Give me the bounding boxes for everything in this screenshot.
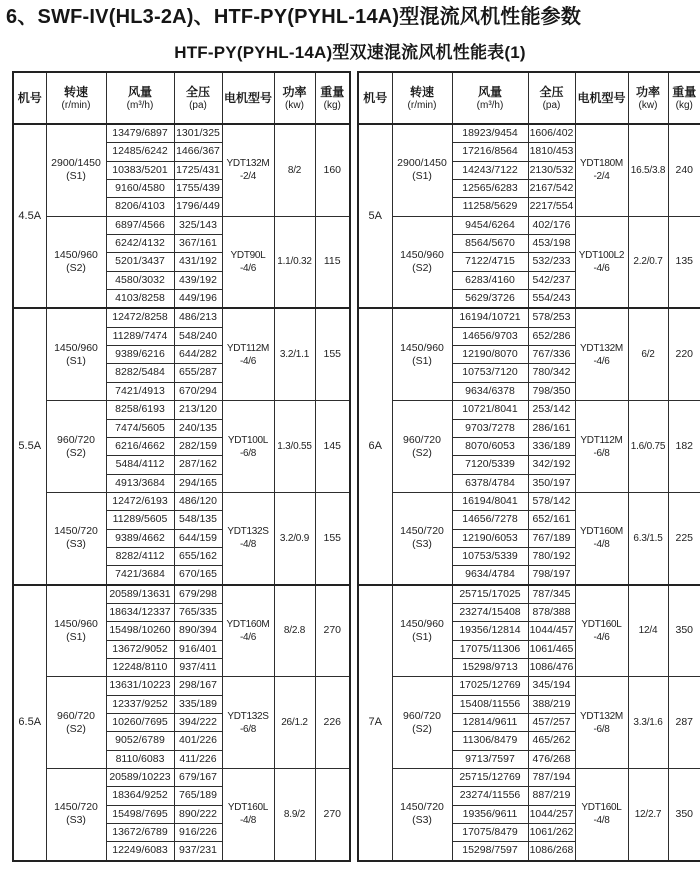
cell-speed: 960/720 (S2) [392, 677, 452, 769]
data-row [358, 216, 700, 234]
cell-motor-model: YDT160L -4/8 [222, 769, 274, 861]
cell-airflow: 7474/5605 [106, 419, 174, 437]
cell-airflow: 25715/12769 [452, 769, 528, 787]
cell-motor-model: YDT132M -6/8 [575, 677, 628, 769]
col-header-label: 全压 [175, 85, 222, 100]
cell-pressure: 644/159 [174, 529, 222, 547]
cell-airflow: 12472/6193 [106, 492, 174, 510]
cell-power: 1.1/0.32 [274, 216, 315, 308]
cell-pressure: 449/196 [174, 290, 222, 309]
cell-weight: 155 [315, 308, 350, 400]
cell-machine-no: 5A [358, 124, 392, 308]
cell-pressure: 2217/554 [528, 198, 575, 216]
cell-airflow: 17075/11306 [452, 640, 528, 658]
cell-power: 8.9/2 [274, 769, 315, 861]
cell-airflow: 12249/6083 [106, 842, 174, 861]
cell-pressure: 287/162 [174, 456, 222, 474]
cell-pressure: 787/345 [528, 585, 575, 604]
col-header-airflow [106, 72, 174, 124]
cell-speed: 1450/960 (S1) [392, 585, 452, 677]
col-header-unit: (kw) [629, 100, 668, 112]
cell-power: 8/2.8 [274, 585, 315, 677]
cell-pressure: 2167/542 [528, 180, 575, 198]
cell-airflow: 15498/10260 [106, 622, 174, 640]
cell-pressure: 345/194 [528, 677, 575, 695]
cell-pressure: 282/159 [174, 437, 222, 455]
cell-weight: 350 [668, 769, 700, 861]
cell-power: 2.2/0.7 [628, 216, 668, 308]
col-header-motor-model [575, 72, 628, 124]
cell-pressure: 401/226 [174, 732, 222, 750]
cell-airflow: 16194/8041 [452, 492, 528, 510]
cell-weight: 220 [668, 308, 700, 400]
cell-airflow: 11258/5629 [452, 198, 528, 216]
data-row [13, 401, 350, 419]
cell-speed: 1450/960 (S2) [392, 216, 452, 308]
cell-pressure: 670/294 [174, 382, 222, 400]
col-header-unit: (r/min) [47, 100, 106, 112]
cell-speed: 960/720 (S2) [392, 401, 452, 493]
data-row [358, 769, 700, 787]
cell-power: 12/2.7 [628, 769, 668, 861]
cell-power: 26/1.2 [274, 677, 315, 769]
cell-weight: 350 [668, 585, 700, 677]
cell-airflow: 10753/5339 [452, 547, 528, 565]
cell-airflow: 8070/6053 [452, 437, 528, 455]
cell-motor-model: YDT90L -4/6 [222, 216, 274, 308]
cell-airflow: 11306/8479 [452, 732, 528, 750]
cell-weight: 182 [668, 401, 700, 493]
data-row [13, 124, 350, 143]
cell-airflow: 14243/7122 [452, 161, 528, 179]
col-header-label: 机号 [14, 91, 46, 106]
cell-weight: 145 [315, 401, 350, 493]
cell-airflow: 11289/7474 [106, 327, 174, 345]
col-header-power [274, 72, 315, 124]
cell-pressure: 1086/268 [528, 842, 575, 861]
data-row [13, 585, 350, 604]
cell-airflow: 6242/4132 [106, 235, 174, 253]
col-header-unit: (pa) [529, 100, 575, 112]
cell-airflow: 15298/7597 [452, 842, 528, 861]
cell-motor-model: YDT132M -4/6 [575, 308, 628, 400]
col-header-pressure [528, 72, 575, 124]
cell-pressure: 765/335 [174, 603, 222, 621]
cell-pressure: 325/143 [174, 216, 222, 234]
cell-airflow: 20589/13631 [106, 585, 174, 604]
cell-pressure: 644/282 [174, 346, 222, 364]
cell-airflow: 4103/8258 [106, 290, 174, 309]
data-row [13, 308, 350, 327]
col-header-label: 机号 [359, 91, 392, 106]
cell-airflow: 10721/8041 [452, 401, 528, 419]
cell-pressure: 1725/431 [174, 161, 222, 179]
data-row [13, 677, 350, 695]
cell-airflow: 19356/12814 [452, 622, 528, 640]
cell-airflow: 12485/6242 [106, 143, 174, 161]
cell-pressure: 916/401 [174, 640, 222, 658]
cell-pressure: 780/192 [528, 547, 575, 565]
cell-airflow: 7421/4913 [106, 382, 174, 400]
cell-pressure: 679/167 [174, 769, 222, 787]
cell-airflow: 13631/10223 [106, 677, 174, 695]
cell-motor-model: YDT100L -6/8 [222, 401, 274, 493]
cell-airflow: 5201/3437 [106, 253, 174, 271]
cell-speed: 960/720 (S2) [46, 677, 106, 769]
cell-airflow: 8564/5670 [452, 235, 528, 253]
cell-airflow: 17216/8564 [452, 143, 528, 161]
cell-speed: 2900/1450 (S1) [46, 124, 106, 216]
col-header-speed [392, 72, 452, 124]
cell-pressure: 679/298 [174, 585, 222, 604]
cell-pressure: 394/222 [174, 714, 222, 732]
data-row [13, 216, 350, 234]
cell-machine-no: 7A [358, 585, 392, 861]
col-header-unit: (m³/h) [453, 100, 528, 112]
cell-speed: 1450/960 (S1) [392, 308, 452, 400]
cell-machine-no: 6.5A [13, 585, 46, 861]
cell-pressure: 655/287 [174, 364, 222, 382]
cell-speed: 1450/720 (S3) [46, 769, 106, 861]
cell-pressure: 767/189 [528, 529, 575, 547]
cell-motor-model: YDT132M -2/4 [222, 124, 274, 216]
cell-airflow: 10383/5201 [106, 161, 174, 179]
cell-pressure: 652/286 [528, 327, 575, 345]
cell-airflow: 6216/4662 [106, 437, 174, 455]
col-header-weight [668, 72, 700, 124]
performance-tables [12, 71, 688, 862]
cell-airflow: 12190/8070 [452, 346, 528, 364]
col-header-label: 转速 [47, 85, 106, 100]
cell-motor-model: YDT132S -4/8 [222, 492, 274, 584]
cell-pressure: 439/192 [174, 271, 222, 289]
cell-weight: 226 [315, 677, 350, 769]
col-header-airflow [452, 72, 528, 124]
cell-airflow: 18923/9454 [452, 124, 528, 143]
cell-pressure: 798/350 [528, 382, 575, 400]
data-row [13, 492, 350, 510]
cell-pressure: 937/231 [174, 842, 222, 861]
cell-airflow: 12472/8258 [106, 308, 174, 327]
cell-motor-model: YDT160M -4/6 [222, 585, 274, 677]
cell-weight: 287 [668, 677, 700, 769]
cell-airflow: 8282/5484 [106, 364, 174, 382]
cell-airflow: 9160/4580 [106, 180, 174, 198]
cell-airflow: 6283/4160 [452, 271, 528, 289]
cell-speed: 1450/960 (S1) [46, 308, 106, 400]
cell-airflow: 12248/8110 [106, 658, 174, 676]
cell-pressure: 1466/367 [174, 143, 222, 161]
col-header-machine-no [358, 72, 392, 124]
cell-airflow: 12190/6053 [452, 529, 528, 547]
cell-airflow: 15298/9713 [452, 658, 528, 676]
cell-power: 6.3/1.5 [628, 492, 668, 584]
cell-airflow: 5484/4112 [106, 456, 174, 474]
col-header-unit: (kg) [316, 100, 350, 112]
page-title: 6、SWF-IV(HL3-2A)、HTF-PY(PYHL-14A)型混流风机性能参数 [6, 4, 700, 31]
cell-airflow: 6378/4784 [452, 474, 528, 492]
data-row [358, 492, 700, 510]
cell-airflow: 18364/9252 [106, 787, 174, 805]
document-page [0, 4, 700, 869]
cell-weight: 160 [315, 124, 350, 216]
cell-power: 3.2/1.1 [274, 308, 315, 400]
cell-pressure: 670/165 [174, 566, 222, 585]
cell-pressure: 798/197 [528, 566, 575, 585]
cell-power: 1.6/0.75 [628, 401, 668, 493]
col-header-label: 功率 [275, 85, 315, 100]
cell-pressure: 652/161 [528, 511, 575, 529]
cell-airflow: 20589/10223 [106, 769, 174, 787]
cell-airflow: 9703/7278 [452, 419, 528, 437]
cell-pressure: 1796/449 [174, 198, 222, 216]
col-header-unit: (kw) [275, 100, 315, 112]
cell-airflow: 15498/7695 [106, 805, 174, 823]
cell-power: 12/4 [628, 585, 668, 677]
cell-motor-model: YDT112M -6/8 [575, 401, 628, 493]
cell-speed: 1450/960 (S2) [46, 216, 106, 308]
cell-airflow: 6897/4566 [106, 216, 174, 234]
cell-motor-model: YDT160L -4/8 [575, 769, 628, 861]
cell-pressure: 342/192 [528, 456, 575, 474]
cell-airflow: 9454/6264 [452, 216, 528, 234]
cell-pressure: 937/411 [174, 658, 222, 676]
cell-airflow: 10753/7120 [452, 364, 528, 382]
performance-table-left [12, 71, 351, 862]
col-header-label: 电机型号 [223, 91, 274, 106]
cell-motor-model: YDT100L2 -4/6 [575, 216, 628, 308]
cell-weight: 270 [315, 585, 350, 677]
cell-pressure: 548/135 [174, 511, 222, 529]
cell-machine-no: 5.5A [13, 308, 46, 584]
col-header-unit: (r/min) [393, 100, 452, 112]
data-row [358, 124, 700, 143]
cell-pressure: 431/192 [174, 253, 222, 271]
cell-airflow: 17075/8479 [452, 824, 528, 842]
cell-pressure: 457/257 [528, 714, 575, 732]
data-row [358, 401, 700, 419]
cell-airflow: 11289/5605 [106, 511, 174, 529]
cell-pressure: 486/213 [174, 308, 222, 327]
cell-pressure: 1061/262 [528, 824, 575, 842]
cell-pressure: 411/226 [174, 750, 222, 768]
cell-airflow: 8206/4103 [106, 198, 174, 216]
cell-pressure: 787/194 [528, 769, 575, 787]
col-header-unit: (m³/h) [107, 100, 174, 112]
header-row [358, 72, 700, 124]
table-subtitle: HTF-PY(PYHL-14A)型双速混流风机性能表(1) [0, 42, 700, 64]
cell-airflow: 7421/3684 [106, 566, 174, 585]
cell-pressure: 1301/325 [174, 124, 222, 143]
cell-pressure: 578/142 [528, 492, 575, 510]
cell-pressure: 890/222 [174, 805, 222, 823]
cell-airflow: 4580/3032 [106, 271, 174, 289]
data-row [358, 677, 700, 695]
cell-airflow: 15408/11556 [452, 695, 528, 713]
cell-airflow: 9634/4784 [452, 566, 528, 585]
cell-airflow: 14656/9703 [452, 327, 528, 345]
cell-airflow: 9713/7597 [452, 750, 528, 768]
cell-pressure: 213/120 [174, 401, 222, 419]
cell-pressure: 1086/476 [528, 658, 575, 676]
cell-pressure: 916/226 [174, 824, 222, 842]
col-header-weight [315, 72, 350, 124]
cell-pressure: 1606/402 [528, 124, 575, 143]
cell-pressure: 335/189 [174, 695, 222, 713]
cell-airflow: 9052/6789 [106, 732, 174, 750]
cell-pressure: 336/189 [528, 437, 575, 455]
cell-airflow: 12814/9611 [452, 714, 528, 732]
cell-airflow: 9389/6216 [106, 346, 174, 364]
cell-power: 8/2 [274, 124, 315, 216]
cell-machine-no: 6A [358, 308, 392, 584]
cell-motor-model: YDT112M -4/6 [222, 308, 274, 400]
cell-motor-model: YDT160L -4/6 [575, 585, 628, 677]
cell-pressure: 532/233 [528, 253, 575, 271]
cell-pressure: 1810/453 [528, 143, 575, 161]
cell-speed: 1450/960 (S1) [46, 585, 106, 677]
cell-weight: 240 [668, 124, 700, 216]
cell-pressure: 1061/465 [528, 640, 575, 658]
cell-airflow: 8258/6193 [106, 401, 174, 419]
col-header-unit: (kg) [669, 100, 700, 112]
cell-pressure: 240/135 [174, 419, 222, 437]
cell-motor-model: YDT132S -6/8 [222, 677, 274, 769]
col-header-machine-no [13, 72, 46, 124]
cell-weight: 135 [668, 216, 700, 308]
cell-airflow: 25715/17025 [452, 585, 528, 604]
col-header-label: 转速 [393, 85, 452, 100]
cell-motor-model: YDT160M -4/8 [575, 492, 628, 584]
col-header-label: 重量 [669, 85, 700, 100]
cell-pressure: 1044/457 [528, 622, 575, 640]
cell-pressure: 298/167 [174, 677, 222, 695]
col-header-label: 电机型号 [576, 91, 628, 106]
cell-motor-model: YDT180M -2/4 [575, 124, 628, 216]
cell-pressure: 765/189 [174, 787, 222, 805]
col-header-label: 风量 [107, 85, 174, 100]
cell-weight: 155 [315, 492, 350, 584]
cell-pressure: 548/240 [174, 327, 222, 345]
cell-pressure: 767/336 [528, 346, 575, 364]
cell-speed: 960/720 (S2) [46, 401, 106, 493]
col-header-label: 全压 [529, 85, 575, 100]
cell-pressure: 476/268 [528, 750, 575, 768]
cell-pressure: 253/142 [528, 401, 575, 419]
cell-pressure: 286/161 [528, 419, 575, 437]
cell-airflow: 18634/12337 [106, 603, 174, 621]
cell-power: 6/2 [628, 308, 668, 400]
cell-airflow: 4913/3684 [106, 474, 174, 492]
cell-airflow: 10260/7695 [106, 714, 174, 732]
cell-speed: 1450/720 (S3) [46, 492, 106, 584]
cell-airflow: 8110/6083 [106, 750, 174, 768]
cell-pressure: 465/262 [528, 732, 575, 750]
performance-table-right [357, 71, 700, 862]
cell-pressure: 542/237 [528, 271, 575, 289]
cell-airflow: 13672/6789 [106, 824, 174, 842]
cell-airflow: 8282/4112 [106, 547, 174, 565]
cell-airflow: 13479/6897 [106, 124, 174, 143]
cell-speed: 2900/1450 (S1) [392, 124, 452, 216]
cell-airflow: 12337/9252 [106, 695, 174, 713]
cell-airflow: 17025/12769 [452, 677, 528, 695]
cell-pressure: 486/120 [174, 492, 222, 510]
col-header-unit: (pa) [175, 100, 222, 112]
cell-power: 1.3/0.55 [274, 401, 315, 493]
cell-pressure: 2130/532 [528, 161, 575, 179]
cell-airflow: 9634/6378 [452, 382, 528, 400]
cell-airflow: 9389/4662 [106, 529, 174, 547]
cell-power: 16.5/3.8 [628, 124, 668, 216]
cell-airflow: 13672/9052 [106, 640, 174, 658]
col-header-label: 风量 [453, 85, 528, 100]
col-header-power [628, 72, 668, 124]
cell-weight: 225 [668, 492, 700, 584]
cell-pressure: 453/198 [528, 235, 575, 253]
data-row [358, 308, 700, 327]
cell-pressure: 887/219 [528, 787, 575, 805]
cell-pressure: 294/165 [174, 474, 222, 492]
cell-weight: 270 [315, 769, 350, 861]
cell-airflow: 7120/5339 [452, 456, 528, 474]
cell-airflow: 23274/15408 [452, 603, 528, 621]
data-row [358, 585, 700, 604]
cell-airflow: 12565/6283 [452, 180, 528, 198]
cell-pressure: 578/253 [528, 308, 575, 327]
cell-airflow: 16194/10721 [452, 308, 528, 327]
cell-pressure: 554/243 [528, 290, 575, 309]
cell-airflow: 5629/3726 [452, 290, 528, 309]
header-row [13, 72, 350, 124]
cell-airflow: 7122/4715 [452, 253, 528, 271]
cell-pressure: 388/219 [528, 695, 575, 713]
col-header-label: 功率 [629, 85, 668, 100]
cell-machine-no: 4.5A [13, 124, 46, 308]
cell-pressure: 350/197 [528, 474, 575, 492]
cell-weight: 115 [315, 216, 350, 308]
cell-pressure: 402/176 [528, 216, 575, 234]
cell-speed: 1450/720 (S3) [392, 492, 452, 584]
data-row [13, 769, 350, 787]
cell-airflow: 19356/9611 [452, 805, 528, 823]
cell-pressure: 1755/439 [174, 180, 222, 198]
cell-pressure: 367/161 [174, 235, 222, 253]
cell-airflow: 23274/11556 [452, 787, 528, 805]
cell-pressure: 655/162 [174, 547, 222, 565]
cell-speed: 1450/720 (S3) [392, 769, 452, 861]
cell-pressure: 890/394 [174, 622, 222, 640]
cell-pressure: 1044/257 [528, 805, 575, 823]
cell-pressure: 780/342 [528, 364, 575, 382]
col-header-pressure [174, 72, 222, 124]
cell-power: 3.3/1.6 [628, 677, 668, 769]
col-header-speed [46, 72, 106, 124]
cell-airflow: 14656/7278 [452, 511, 528, 529]
col-header-label: 重量 [316, 85, 350, 100]
cell-pressure: 878/388 [528, 603, 575, 621]
col-header-motor-model [222, 72, 274, 124]
cell-power: 3.2/0.9 [274, 492, 315, 584]
